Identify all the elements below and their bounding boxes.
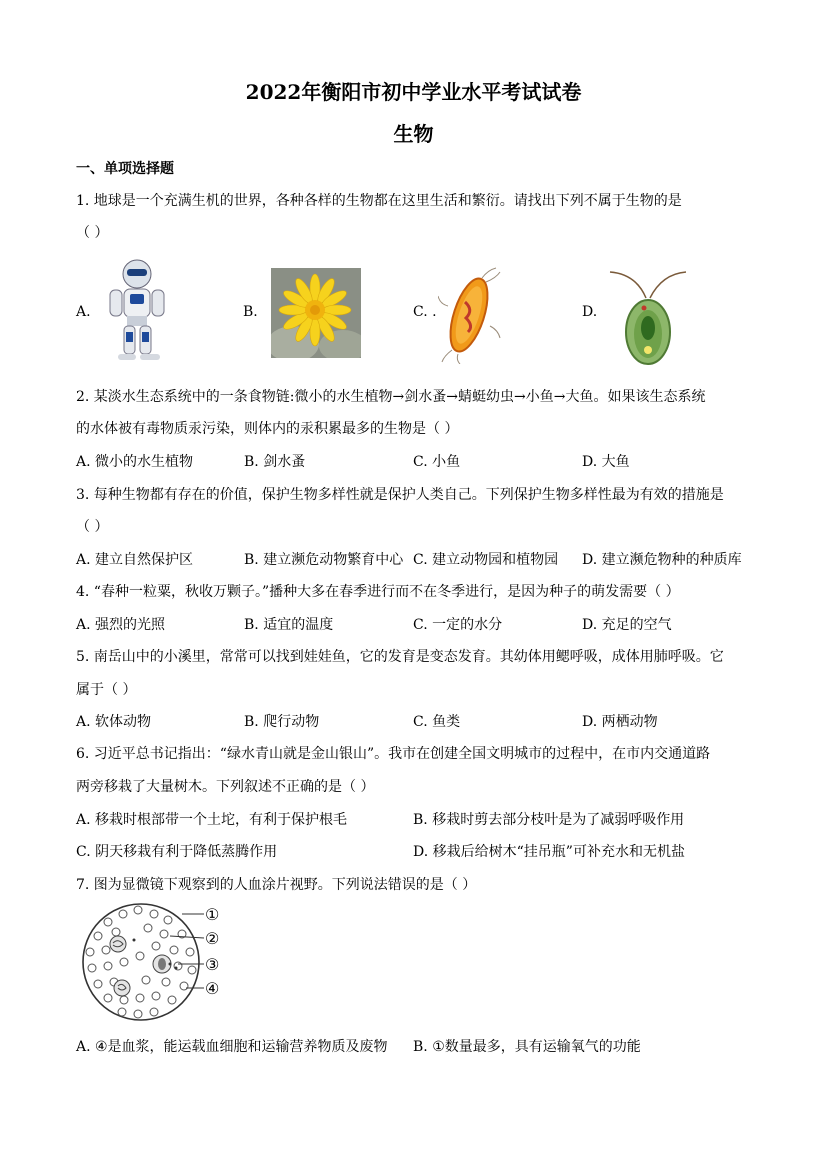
q5-option-b: B. 爬行动物	[244, 714, 320, 730]
q2-option-a: A. 微小的水生植物	[76, 454, 194, 470]
blood-smear-diagram	[78, 900, 248, 1026]
q7-option-a: A. ④是血浆，能运载血细胞和运输营养物质及废物	[76, 1039, 388, 1055]
q5-option-a: A. 软体动物	[76, 714, 152, 730]
q1-option-a: A.	[76, 304, 91, 320]
q3-option-d: D. 建立濒危物种的种质库	[582, 552, 742, 568]
q2-option-d: D. 大鱼	[582, 454, 630, 470]
q5-stem-cont: 属于（ ）	[76, 682, 137, 698]
q1-blank: （ ）	[76, 225, 109, 241]
q6-stem-cont: 两旁移栽了大量树木。下列叙述不正确的是（ ）	[76, 779, 375, 795]
q2-option-c: C. 小鱼	[413, 454, 461, 470]
flower-image	[271, 268, 361, 358]
q6-stem: 6. 习近平总书记指出：“绿水青山就是金山银山”。我市在创建全国文明城市的过程中，在市内交通道路	[76, 746, 711, 762]
q5-stem: 5. 南岳山中的小溪里，常常可以找到娃娃鱼，它的发育是变态发育。其幼体用鳃呼吸，成体用肺呼吸。它	[76, 649, 724, 665]
label-4: ④	[205, 979, 220, 998]
q1-option-b: B.	[243, 304, 258, 320]
q6-option-a: A. 移栽时根部带一个土坨，有利于保护根毛	[76, 812, 348, 828]
q7-stem: 7. 图为显微镜下观察到的人血涂片视野。下列说法错误的是（ ）	[76, 877, 477, 893]
q6-option-c: C. 阴天移栽有利于降低蒸腾作用	[76, 844, 278, 860]
bacterium-image	[438, 266, 502, 364]
q4-option-c: C. 一定的水分	[413, 617, 503, 633]
q7-option-b: B. ①数量最多，具有运输氧气的功能	[413, 1039, 641, 1055]
q3-option-b: B. 建立濒危动物繁育中心	[244, 552, 404, 568]
q6-option-d: D. 移栽后给树木“挂吊瓶”可补充水和无机盐	[413, 844, 685, 860]
section-heading: 一、单项选择题	[76, 161, 174, 177]
q6-option-b: B. 移栽时剪去部分枝叶是为了减弱呼吸作用	[413, 812, 685, 828]
q4-stem: 4. “春种一粒粟，秋收万颗子。”播种大多在春季进行而不在冬季进行，是因为种子的萌发需要（ ）	[76, 584, 680, 600]
q1-option-d: D.	[582, 304, 598, 320]
q1-option-c: C. .	[413, 304, 437, 320]
q2-option-b: B. 剑水蚤	[244, 454, 306, 470]
label-1: ①	[205, 905, 220, 924]
q4-option-d: D. 充足的空气	[582, 617, 672, 633]
q4-option-b: B. 适宜的温度	[244, 617, 334, 633]
q3-option-a: A. 建立自然保护区	[76, 552, 194, 568]
robot-image	[100, 256, 175, 364]
q5-option-d: D. 两栖动物	[582, 714, 658, 730]
label-3: ③	[205, 955, 220, 974]
q4-option-a: A. 强烈的光照	[76, 617, 166, 633]
subject-title: 生物	[393, 122, 434, 146]
q2-stem: 2. 某淡水生态系统中的一条食物链:微小的水生植物→剑水蚤→蜻蜓幼虫→小鱼→大鱼。如果该生态系统	[76, 389, 706, 405]
q5-option-c: C. 鱼类	[413, 714, 461, 730]
page-title: 2022年衡阳市初中学业水平考试试卷	[245, 80, 582, 104]
q3-blank: （ ）	[76, 519, 109, 535]
label-2: ②	[205, 929, 220, 948]
q1-stem: 1. 地球是一个充满生机的世界，各种各样的生物都在这里生活和繁衍。请找出下列不属于生物的是	[76, 193, 682, 209]
q3-stem: 3. 每种生物都有存在的价值，保护生物多样性就是保护人类自己。下列保护生物多样性最为有效的措施是	[76, 487, 724, 503]
q3-option-c: C. 建立动物园和植物园	[413, 552, 559, 568]
euglena-image	[606, 268, 690, 366]
q2-stem-cont: 的水体被有毒物质汞污染，则体内的汞积累最多的生物是（ ）	[76, 421, 459, 437]
